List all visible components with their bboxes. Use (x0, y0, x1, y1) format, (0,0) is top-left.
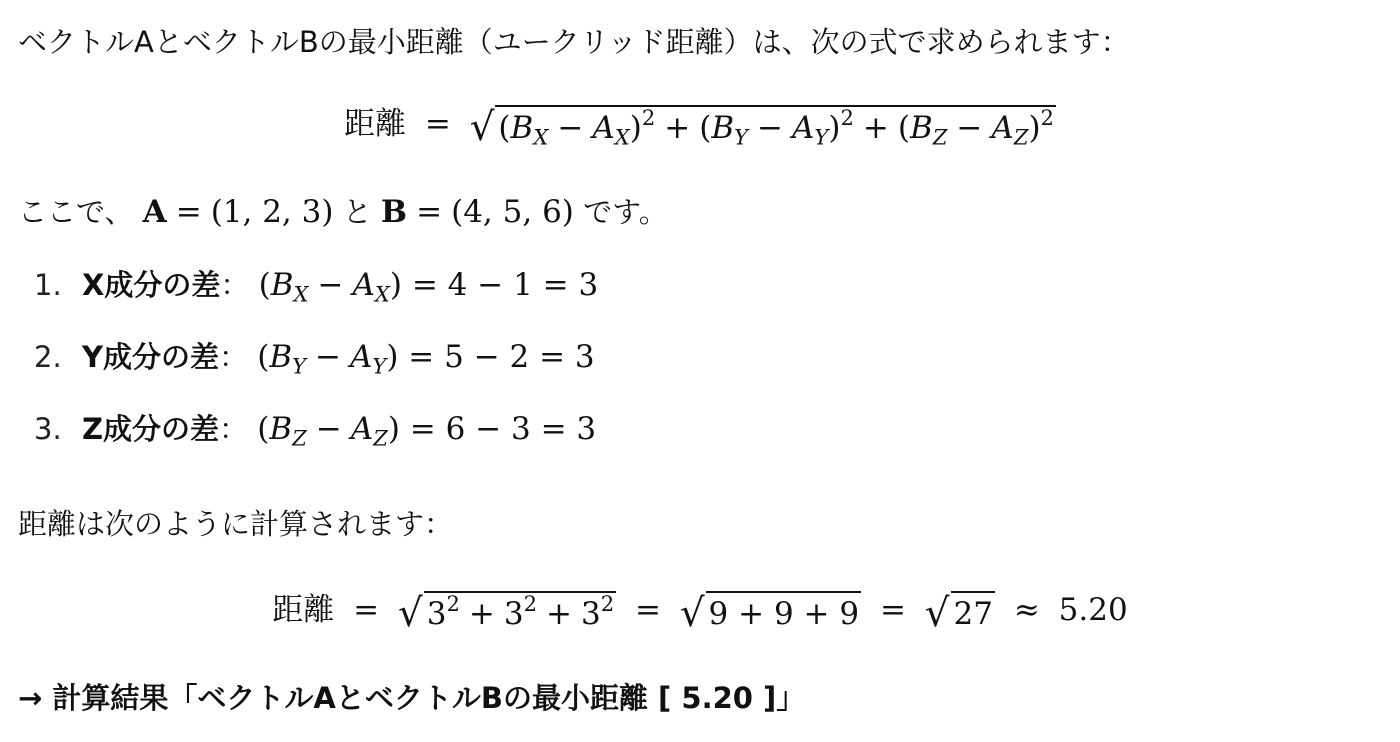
list-number: 1. (34, 268, 62, 302)
sqrt-icon: √ (469, 105, 495, 150)
sqrt-icon: √ (924, 591, 950, 636)
step-label: Y成分の差 (82, 340, 219, 374)
distance-formula (0, 98, 1400, 150)
step-equation: $(B_X - A_X) = 4 - 1 = 3$ (258, 267, 599, 307)
definition-connector: と (342, 195, 372, 229)
list-number: 2. (34, 340, 62, 374)
calc-value: 5.20 (1058, 592, 1128, 628)
vector-b-definition: B = (4, 5, 6) (380, 194, 574, 230)
calc-lhs: 距離 (272, 592, 335, 628)
calculation-formula: 距離 = √ $3^2 + 3^2 + 3^2$ = √ 9 + 9 + 9 = √ 27 ≈ 5.20 (272, 590, 1128, 636)
vector-a-definition: A = (1, 2, 3) (142, 194, 334, 230)
calc-sqrt-2: √ 9 + 9 + 9 (679, 591, 860, 636)
calculation-intro: 距離は次のように計算されます： (18, 507, 454, 541)
definition-text (18, 192, 668, 232)
definition-prefix: ここで、 (18, 195, 134, 229)
calc-sqrt-3: √ 27 (924, 591, 993, 636)
step-label: Z成分の差 (82, 412, 220, 446)
formula-term-y: $(B_Y - A_Y)^2$ (699, 104, 854, 150)
sqrt-icon: √ (679, 591, 705, 636)
formula-radicand (495, 104, 1056, 150)
formula-lhs: 距離 (344, 106, 407, 142)
formula-term-x: $(B_X - A_X)^2$ (498, 104, 656, 150)
formula-sqrt (469, 104, 1056, 150)
step-equation: $(B_Y - A_Y) = 5 - 2 = 3$ (257, 339, 595, 379)
formula-equals: = (424, 106, 451, 142)
sqrt-icon: √ (398, 591, 423, 636)
calc-sqrt-1: √ $3^2 + 3^2 + 3^2$ (398, 590, 615, 636)
list-number: 3. (34, 412, 62, 446)
formula-plus: + (664, 110, 691, 146)
definition-suffix: です。 (583, 195, 668, 229)
calculation-result: → 計算結果「ベクトルAとベクトルBの最小距離 [ 5.20 ]」 (18, 681, 806, 715)
step-equation: $(B_Z - A_Z) = 6 - 3 = 3$ (257, 411, 597, 451)
formula-term-z: $(B_Z - A_Z)^2$ (897, 104, 1054, 150)
document: ベクトルAとベクトルBの最小距離（ユークリッド距離）は、次の式で求められます： 距離 = √ $(B_X - A_X)^2 + (B_Y - A_Y)^2 + (B_Z - A_Z)^2$ ここで、 A = (1, 2, 3) と B = (4, 5, 6) です。 1. X成分の差： $(B_X - A_X) = 4 - 1 = 3$ 2. Y成分の差： $(B_Y - A_Y) = 5 - 2 = 3$ 3. Z成分の差： $(B_Z - A_Z) = 6 - 3 = 3$ 距離は次のように計算されます： 距離 = √ $3^2 + 3^2 + 3^2$ = √ 9 + 9 + 9 = √ 27 ≈ 5.20 → 計算結果「ベクトルAとベクトルBの最小距離 [ 5.20 ]」 (0, 0, 1400, 742)
step-label: X成分の差 (82, 268, 221, 302)
intro-text: ベクトルAとベクトルBの最小距離（ユークリッド距離）は、次の式で求められます： (18, 25, 1130, 59)
formula-plus: + (862, 110, 889, 146)
